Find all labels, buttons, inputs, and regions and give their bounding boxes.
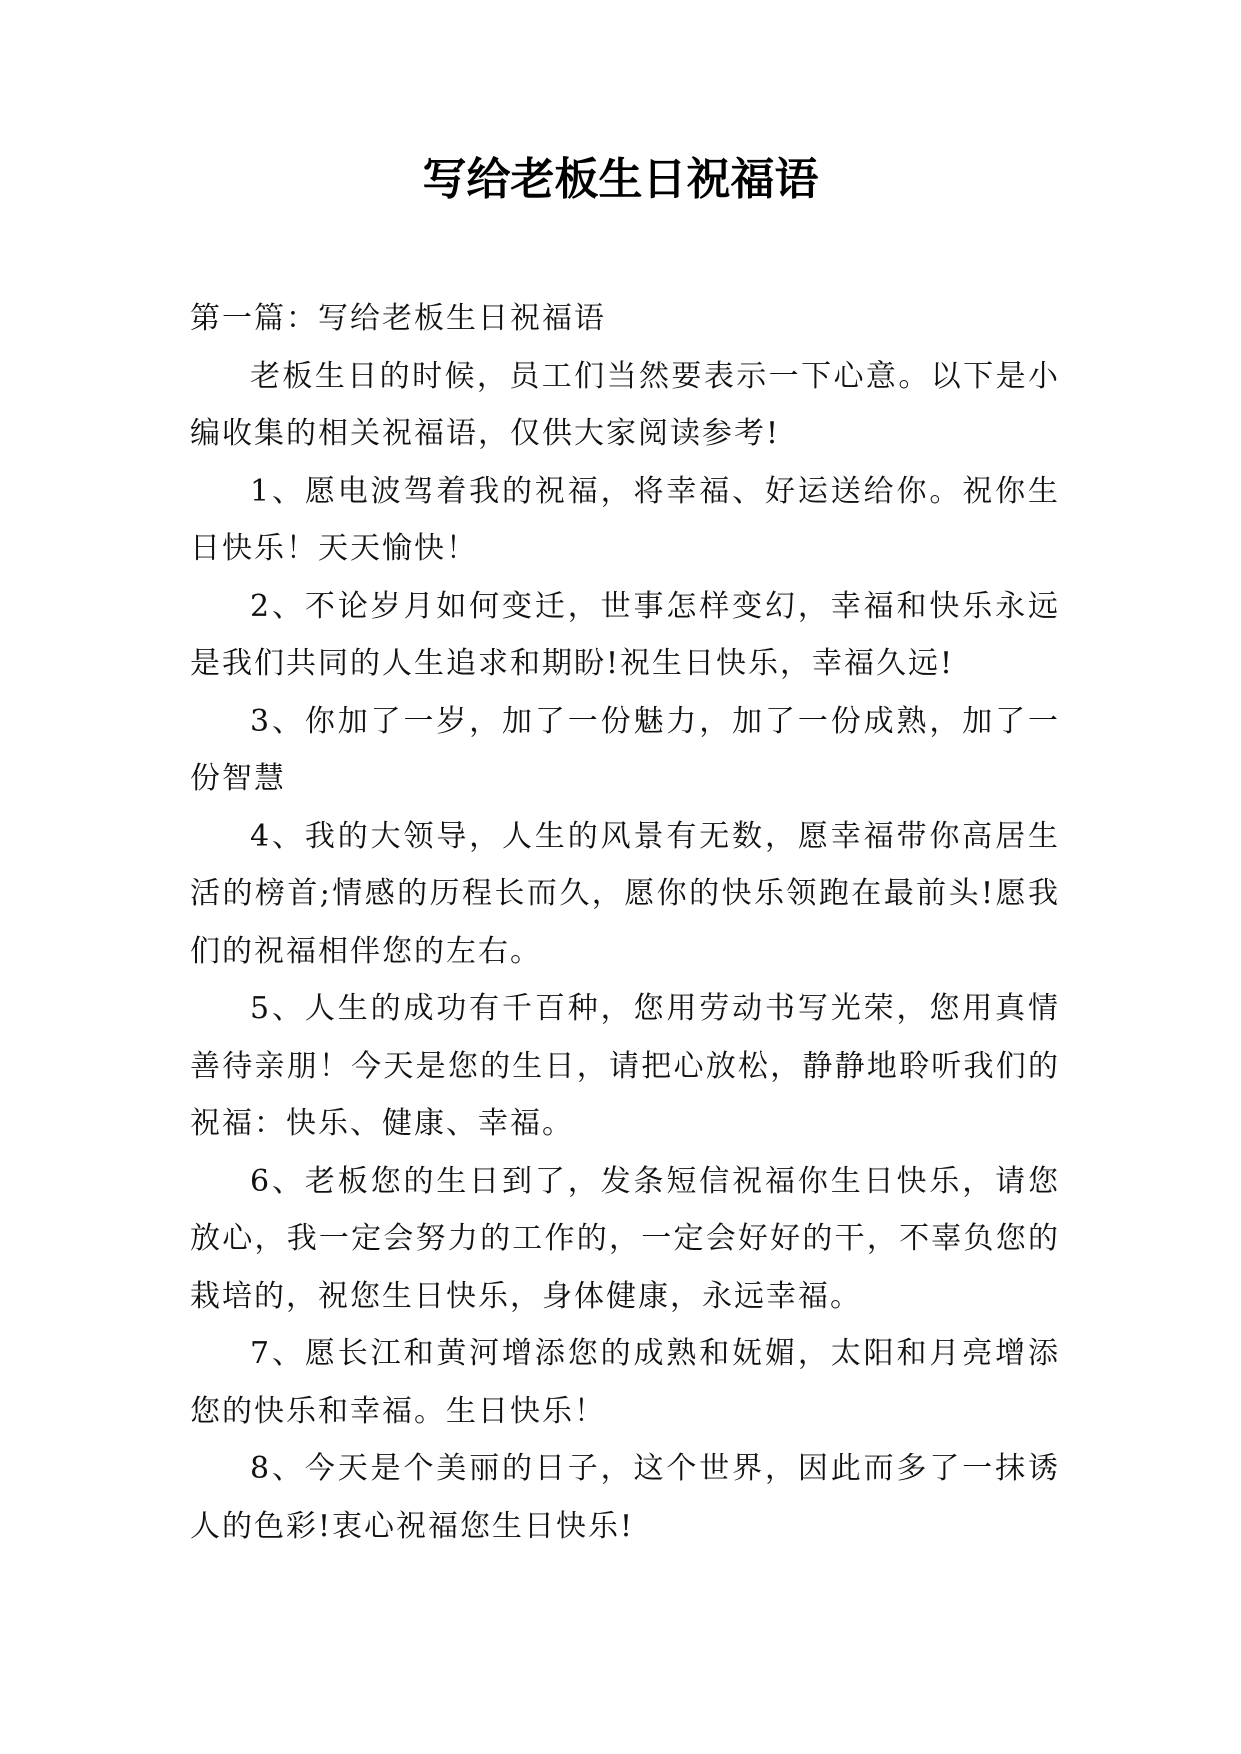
section-heading: 第一篇：写给老板生日祝福语 [190,301,606,336]
intro-paragraph: 老板生日的时候，员工们当然要表示一下心意。以下是小编收集的相关祝福语，仅供大家阅读参考! [190,358,1060,451]
wish-paragraph-4: 4、我的大领导，人生的风景有无数，愿幸福带你高居生活的榜首;情感的历程长而久，愿你的快乐领跑在最前头!愿我们的祝福相伴您的左右。 [190,818,1060,969]
document-body [190,290,1060,1555]
wish-paragraph-8: 8、今天是个美丽的日子，这个世界，因此而多了一抹诱人的色彩!衷心祝福您生日快乐! [190,1451,1060,1544]
wish-paragraph-5: 5、人生的成功有千百种，您用劳动书写光荣，您用真情善待亲朋！今天是您的生日，请把心放松，静静地聆听我们的祝福：快乐、健康、幸福。 [190,991,1060,1141]
document-title: 写给老板生日祝福语 [422,154,819,205]
wish-paragraph-6: 6、老板您的生日到了，发条短信祝福你生日快乐，请您放心，我一定会努力的工作的，一定会好好的干，不辜负您的栽培的，祝您生日快乐，身体健康，永远幸福。 [190,1163,1060,1314]
wish-paragraph-7: 7、愿长江和黄河增添您的成熟和妩媚，太阳和月亮增添您的快乐和幸福。生日快乐！ [190,1336,1060,1429]
wish-paragraph-1: 1、愿电波驾着我的祝福，将幸福、好运送给你。祝你生日快乐！天天愉快！ [190,473,1060,566]
wish-paragraph-2: 2、不论岁月如何变迁，世事怎样变幻，幸福和快乐永远是我们共同的人生追求和期盼!祝生日快乐，幸福久远! [190,588,1060,681]
wish-paragraph-3: 3、你加了一岁，加了一份魅力，加了一份成熟，加了一份智慧 [190,703,1060,796]
